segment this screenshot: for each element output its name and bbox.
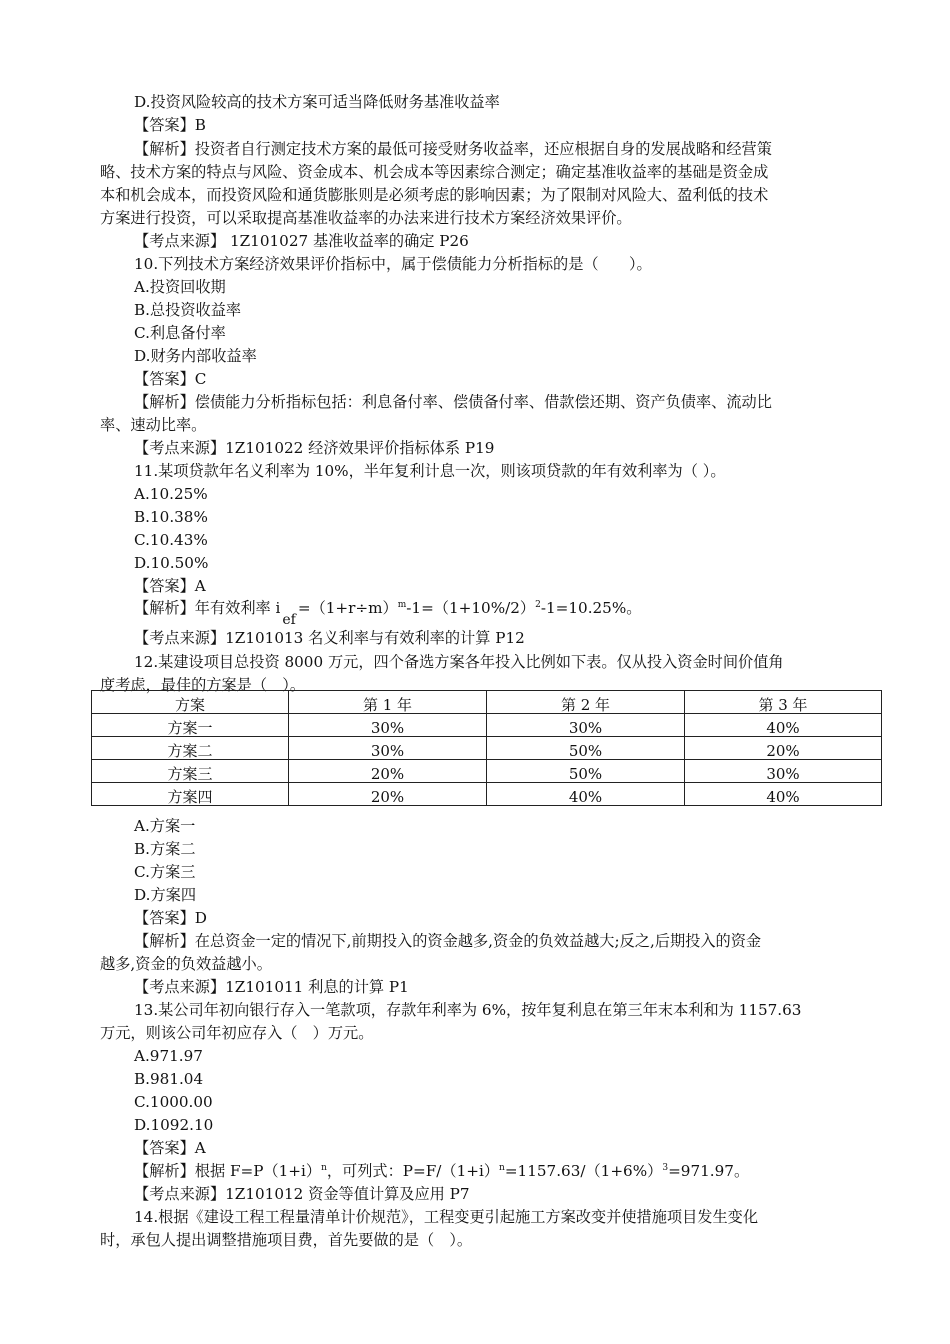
explanation-q9-line4: 方案进行投资，可以采取提高基准收益率的办法来进行技术方案经济效果评价。 <box>100 209 632 227</box>
option-a-q12: A.方案一 <box>134 817 196 835</box>
table-row <box>92 737 882 760</box>
explanation-q12-line1: 【解析】在总资金一定的情况下,前期投入的资金越多,资金的负效益越大;反之,后期投入的资金 <box>134 932 762 950</box>
option-d-q12: D.方案四 <box>134 886 197 904</box>
explanation-q9-line3: 本和机会成本，而投资风险和通货膨胀则是必须考虑的影响因素；为了限制对风险大、盈利低的技术 <box>100 186 769 204</box>
explanation-q9-line1: 【解析】投资者自行测定技术方案的最低可接受财务收益率，还应根据自身的发展战略和经营策 <box>134 140 772 158</box>
explanation-q13-part3: =1157.63/（1+6%） <box>504 1162 663 1180</box>
question-12-line2: 度考虑，最佳的方案是（ ）。 <box>100 676 306 694</box>
table-cell: 20% <box>685 737 882 760</box>
table-cell: 方案一 <box>92 714 289 737</box>
option-d-q13: D.1092.10 <box>134 1116 214 1134</box>
explanation-q13-exponent-n2: n <box>499 1163 505 1173</box>
table-row <box>92 760 882 783</box>
option-d-q9: D.投资风险较高的技术方案可适当降低财务基准收益率 <box>134 93 500 111</box>
explanation-q9-line2: 略、技术方案的特点与风险、资金成本、机会成本等因素综合测定；确定基准收益率的基础是资金成 <box>100 163 769 181</box>
option-c-q12: C.方案三 <box>134 863 196 881</box>
table-header-cell: 方案 <box>92 691 289 714</box>
explanation-q13-result: =971.97。 <box>668 1162 750 1180</box>
investment-ratio-table <box>91 690 882 806</box>
answer-q11: 【答案】A <box>134 577 206 595</box>
option-d-q11: D.10.50% <box>134 554 209 572</box>
question-10: 10.下列技术方案经济效果评价指标中，属于偿债能力分析指标的是（ ）。 <box>134 255 652 273</box>
source-q12: 【考点来源】1Z101011 利息的计算 P1 <box>134 978 409 996</box>
table-cell: 20% <box>289 760 487 783</box>
answer-q12: 【答案】D <box>134 909 207 927</box>
explanation-q13-exponent-3: 3 <box>662 1163 669 1173</box>
explanation-q11-prefix: 【解析】年有效利率 i <box>134 599 281 617</box>
explanation-q12-line2: 越多,资金的负效益越小。 <box>100 955 272 973</box>
source-q13: 【考点来源】1Z101012 资金等值计算及应用 P7 <box>134 1185 470 1203</box>
table-cell: 50% <box>487 760 685 783</box>
table-header-cell: 第 2 年 <box>487 691 685 714</box>
option-c-q13: C.1000.00 <box>134 1093 213 1111</box>
source-q10: 【考点来源】1Z101022 经济效果评价指标体系 P19 <box>134 439 495 457</box>
option-c-q11: C.10.43% <box>134 531 208 549</box>
table-cell: 30% <box>487 714 685 737</box>
option-a-q10: A.投资回收期 <box>134 278 226 296</box>
explanation-q11-formula-b: -1=（1+10%/2） <box>406 599 536 617</box>
option-d-q10: D.财务内部收益率 <box>134 347 257 365</box>
table-cell: 30% <box>685 760 882 783</box>
explanation-q11-exponent-2: 2 <box>535 600 541 610</box>
table-cell: 20% <box>289 783 487 806</box>
explanation-q11-result: -1=10.25%。 <box>540 599 642 617</box>
answer-q13: 【答案】A <box>134 1139 206 1157</box>
explanation-q10-line2: 率、速动比率。 <box>100 416 207 434</box>
explanation-q13-part1: 【解析】根据 F=P（1+i） <box>134 1162 322 1180</box>
option-b-q10: B.总投资收益率 <box>134 301 242 319</box>
question-14-line1: 14.根据《建设工程工程量清单计价规范》，工程变更引起施工方案改变并使措施项目发生变化 <box>134 1208 759 1226</box>
table-cell: 30% <box>289 737 487 760</box>
table-header-row <box>92 691 882 714</box>
table-cell: 30% <box>289 714 487 737</box>
question-13-line1: 13.某公司年初向银行存入一笔款项，存款年利率为 6%，按年复利息在第三年末本利和为 1157.63 <box>134 1001 802 1019</box>
explanation-q11 <box>134 598 642 628</box>
explanation-q10-line1: 【解析】偿债能力分析指标包括：利息备付率、偿债备付率、借款偿还期、资产负债率、流动比 <box>134 393 772 411</box>
source-q9: 【考点来源】 1Z101027 基准收益率的确定 P26 <box>134 232 469 250</box>
option-a-q13: A.971.97 <box>134 1047 203 1065</box>
question-12-line1: 12.某建设项目总投资 8000 万元，四个备选方案各年投入比例如下表。仅从投入资金时间价值角 <box>134 653 784 671</box>
table-cell: 40% <box>487 783 685 806</box>
explanation-q13-part2: ，可列式：P=F/（1+i） <box>326 1162 500 1180</box>
source-q11: 【考点来源】1Z101013 名义利率与有效利率的计算 P12 <box>134 629 525 647</box>
table-cell: 40% <box>685 714 882 737</box>
table-header-cell: 第 3 年 <box>685 691 882 714</box>
option-c-q10: C.利息备付率 <box>134 324 226 342</box>
table-cell: 40% <box>685 783 882 806</box>
question-13-line2: 万元，则该公司年初应存入（ ）万元。 <box>100 1024 374 1042</box>
option-b-q12: B.方案二 <box>134 840 196 858</box>
explanation-q11-exponent-m: m <box>397 600 407 610</box>
option-b-q11: B.10.38% <box>134 508 208 526</box>
table-cell: 方案二 <box>92 737 289 760</box>
table-cell: 方案三 <box>92 760 289 783</box>
explanation-q13-exponent-n: n <box>321 1163 327 1173</box>
explanation-q13 <box>134 1161 749 1181</box>
option-a-q11: A.10.25% <box>134 485 208 503</box>
explanation-q11-subscript: ef <box>282 612 296 628</box>
table-cell: 50% <box>487 737 685 760</box>
question-11: 11.某项贷款年名义利率为 10%，半年复利计息一次，则该项贷款的年有效利率为（ ）。 <box>134 462 726 480</box>
table-row <box>92 783 882 806</box>
table-cell: 方案四 <box>92 783 289 806</box>
answer-q9: 【答案】B <box>134 116 206 134</box>
table-header-cell: 第 1 年 <box>289 691 487 714</box>
question-14-line2: 时，承包人提出调整措施项目费，首先要做的是（ ）。 <box>100 1231 473 1249</box>
answer-q10: 【答案】C <box>134 370 207 388</box>
explanation-q11-formula-a: =（1+r÷m） <box>297 599 398 617</box>
option-b-q13: B.981.04 <box>134 1070 204 1088</box>
table-row <box>92 714 882 737</box>
